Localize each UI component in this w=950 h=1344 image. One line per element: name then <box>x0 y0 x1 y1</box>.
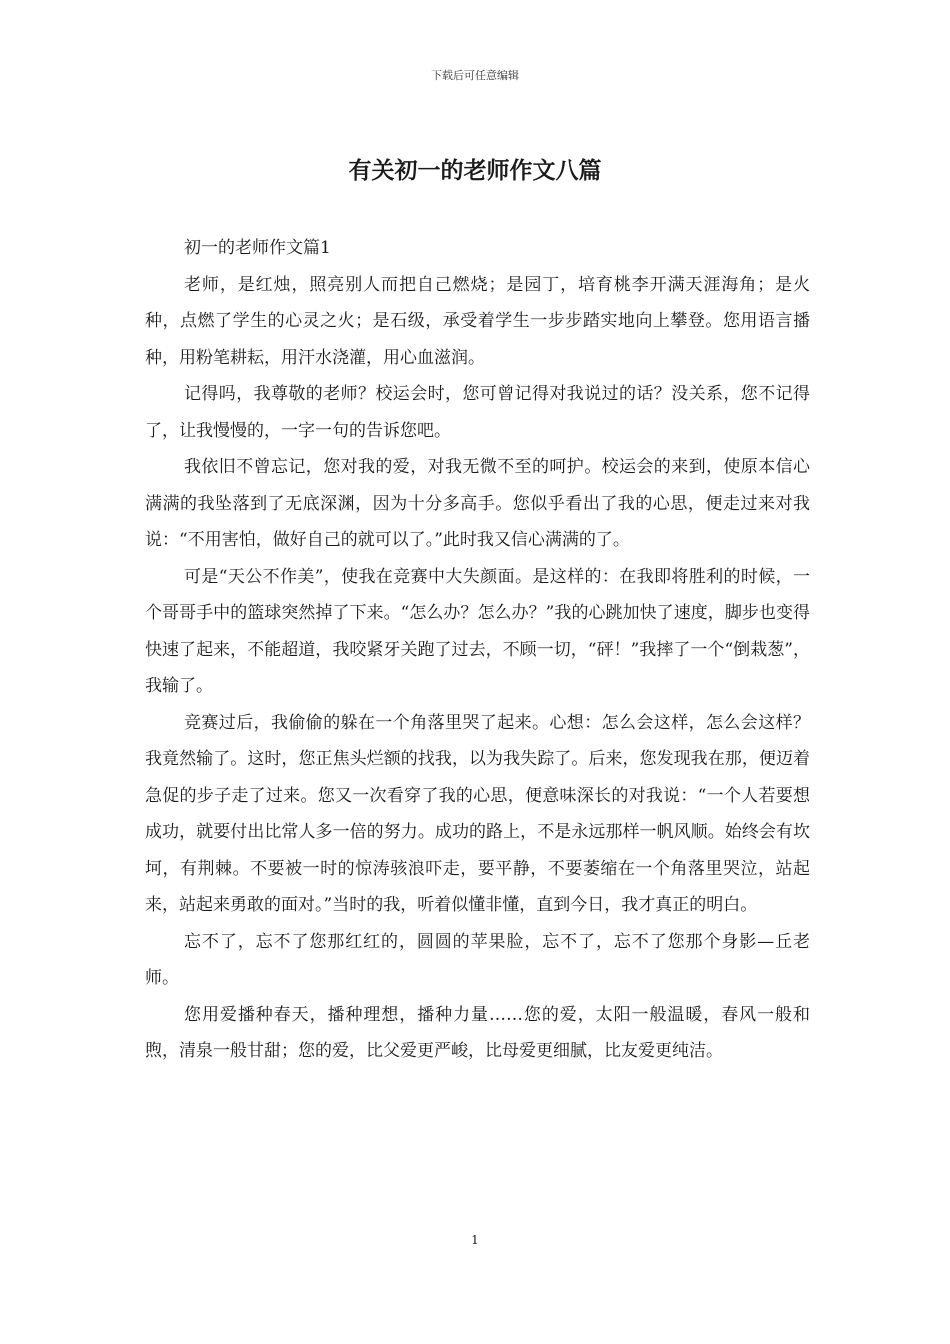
paragraph-7: 您用爱播种春天，播种理想，播种力量……您的爱，太阳一般温暖，春风一般和煦，清泉一般甘甜；您的爱，比父爱更严峻，比母爱更细腻，比友爱更纯洁。 <box>145 1004 810 1061</box>
document-body <box>145 230 810 1070</box>
paragraph-1: 老师，是红烛，照亮别人而把自己燃烧；是园丁，培育桃李开满天涯海角；是火种，点燃了学生的心灵之火；是石级，承受着学生一步步踏实地向上攀登。您用语言播种，用粉笔耕耘，用汗水浇灌，用心血滋润。 <box>145 274 810 368</box>
page-number: 1 <box>471 1233 479 1247</box>
paragraph-4: 可是“天公不作美”，使我在竞赛中大失颜面。是这样的：在我即将胜利的时候，一个哥哥手中的篮球突然掉了下来。“怎么办？怎么办？”我的心跳加快了速度，脚步也变得快速了起来，不能超道，我咬紧牙关跑了过去，不顾一切，“砰！”我摔了一个“倒栽葱”，我输了。 <box>145 566 810 696</box>
paragraph-2: 记得吗，我尊敬的老师？校运会时，您可曾记得对我说过的话？没关系，您不记得了，让我慢慢的，一字一句的告诉您吧。 <box>145 384 810 441</box>
paragraph-5: 竞赛过后，我偷偷的躲在一个角落里哭了起来。心想：怎么会这样，怎么会这样？我竟然输了。这时，您正焦头烂额的找我，以为我失踪了。后来，您发现我在那，便迈着急促的步子走了过来。您又一次看穿了我的心思，便意味深长的对我说：“一个人若要想成功，就要付出比常人多一倍的努力。成功的路上，不是永远那样一帆风顺。始终会有坎坷，有荆棘。不要被一时的惊涛骇浪吓走，要平静，不要萎缩在一个角落里哭泣，站起来，站起来勇敢的面对。”当时的我，听着似懂非懂，直到今日，我才真正的明白。 <box>145 712 810 915</box>
section-heading: 初一的老师作文篇1 <box>184 238 331 258</box>
page-header-note: 下载后可任意编辑 <box>431 69 519 82</box>
paragraph-3: 我依旧不曾忘记，您对我的爱，对我无微不至的呵护。校运会的来到，使原本信心满满的我坠落到了无底深渊，因为十分多高手。您似乎看出了我的心思，便走过来对我说：“不用害怕，做好自己的就可以了。”此时我又信心满满的了。 <box>145 457 810 550</box>
paragraph-6: 忘不了，忘不了您那红红的，圆圆的苹果脸，忘不了，忘不了您那个身影—丘老师。 <box>145 931 810 988</box>
document-title: 有关初一的老师作文八篇 <box>348 157 602 184</box>
